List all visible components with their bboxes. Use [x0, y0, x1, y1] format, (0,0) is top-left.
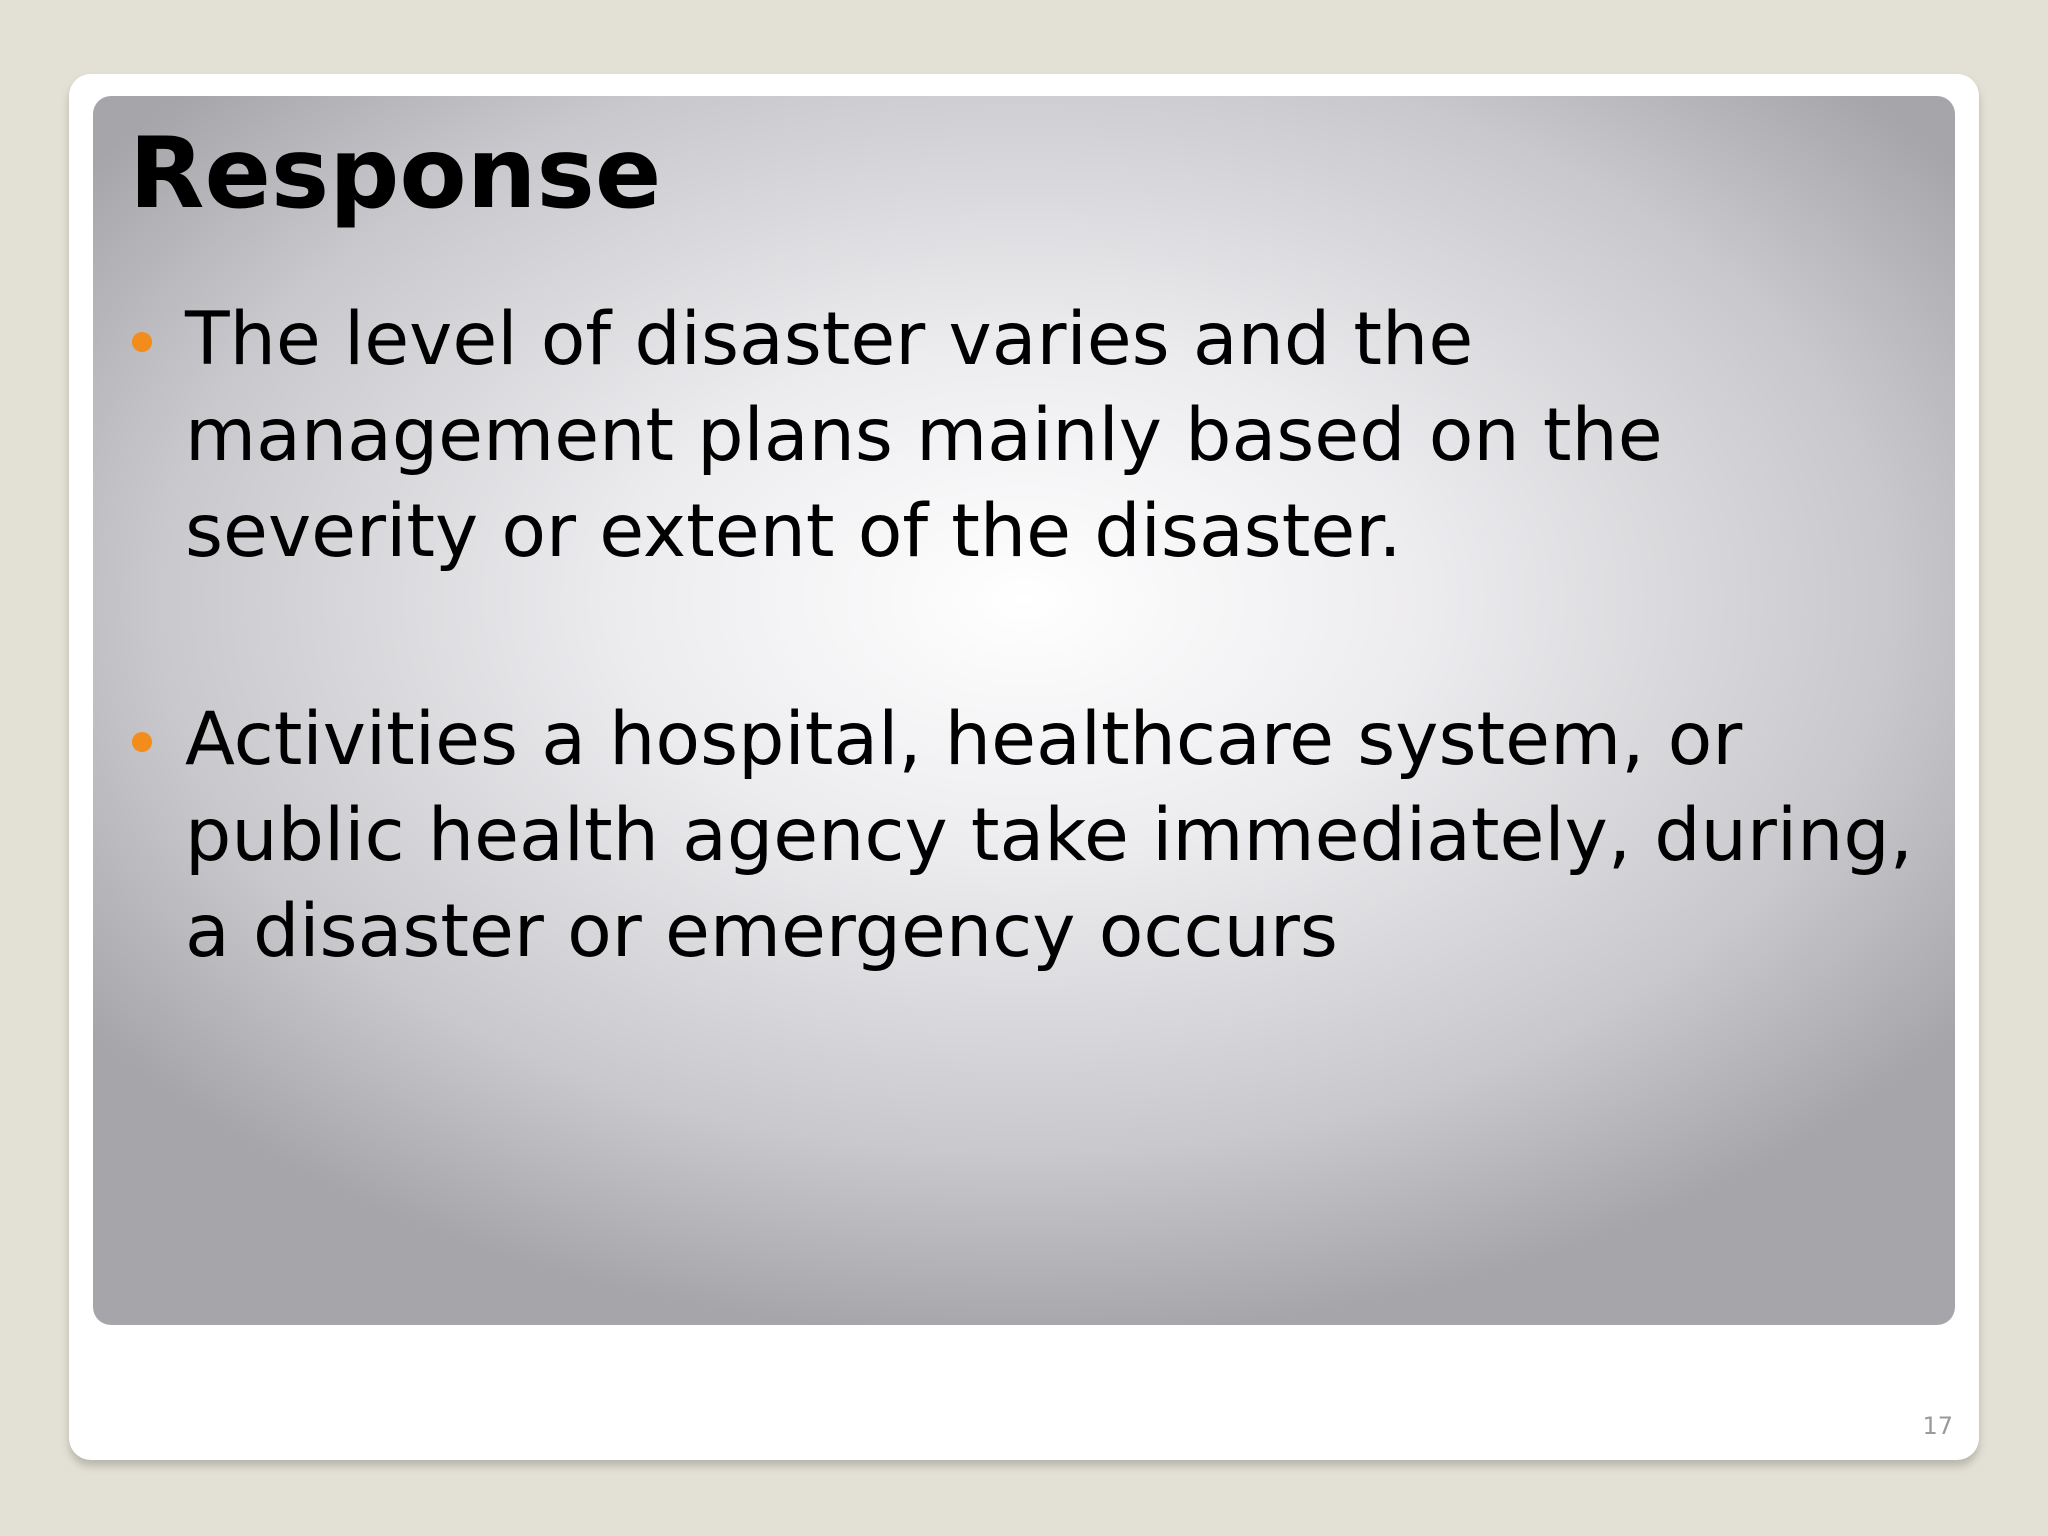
- slide-title: Response: [129, 117, 662, 231]
- content-panel: [93, 96, 1955, 1325]
- bullet-text: The level of disaster varies and the management plans mainly based on the severity or extent of the disaster.: [185, 297, 1663, 574]
- bullet-text: Activities a hospital, healthcare system, or public health agency take immediately, during, a disaster or emergency occurs: [185, 697, 1913, 974]
- bullet-item: [129, 292, 1939, 580]
- bullet-dot-icon: [132, 332, 152, 352]
- bullet-dot-icon: [132, 732, 152, 752]
- bullet-item: [129, 692, 1939, 980]
- page-number: 17: [1922, 1412, 1953, 1440]
- bullet-list: [129, 292, 1939, 1092]
- slide-frame: [69, 74, 1979, 1460]
